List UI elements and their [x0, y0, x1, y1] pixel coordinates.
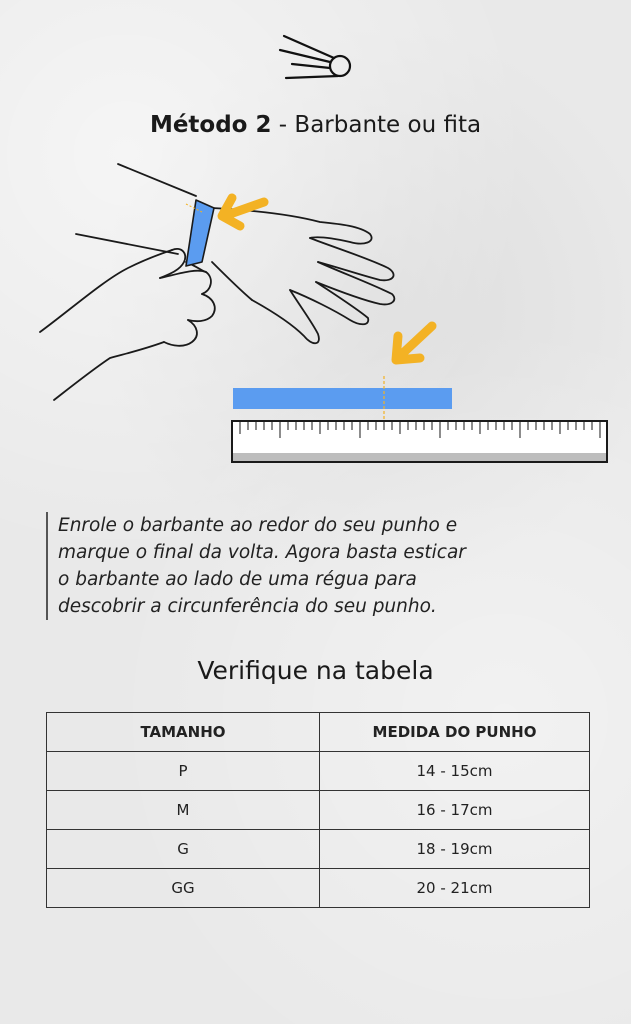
instruction-line: o barbante ao lado de uma régua para: [58, 569, 417, 590]
size-cell: M: [47, 791, 320, 830]
ruler-icon: [232, 421, 607, 462]
header-size: TAMANHO: [47, 713, 320, 752]
table-header-row: [47, 713, 590, 752]
table-row: [47, 791, 590, 830]
size-cell: GG: [47, 869, 320, 908]
size-table: [46, 712, 590, 908]
method-separator: -: [271, 112, 295, 138]
method-name: Barbante ou fita: [294, 112, 482, 138]
header-wrist-measure: MEDIDA DO PUNHO: [320, 713, 590, 752]
table-heading: Verifique na tabela: [197, 656, 434, 685]
table-row: [47, 752, 590, 791]
size-cell: G: [47, 830, 320, 869]
measure-cell: 14 - 15cm: [320, 752, 590, 791]
wrist-measuring-icon: [0, 150, 631, 480]
method-number: Método 2: [149, 112, 272, 138]
comet-logo-icon: [278, 30, 354, 84]
instruction-line: marque o final da volta. Agora basta esticar: [58, 542, 466, 563]
method-title: [0, 112, 631, 138]
instruction-text: [46, 512, 606, 620]
table-row: [47, 869, 590, 908]
measure-cell: 20 - 21cm: [320, 869, 590, 908]
instruction-line: descobrir a circunferência do seu punho.: [58, 596, 437, 617]
table-row: [47, 830, 590, 869]
size-cell: P: [47, 752, 320, 791]
instruction-line: Enrole o barbante ao redor do seu punho e: [58, 515, 458, 536]
measure-cell: 18 - 19cm: [320, 830, 590, 869]
measure-cell: 16 - 17cm: [320, 791, 590, 830]
